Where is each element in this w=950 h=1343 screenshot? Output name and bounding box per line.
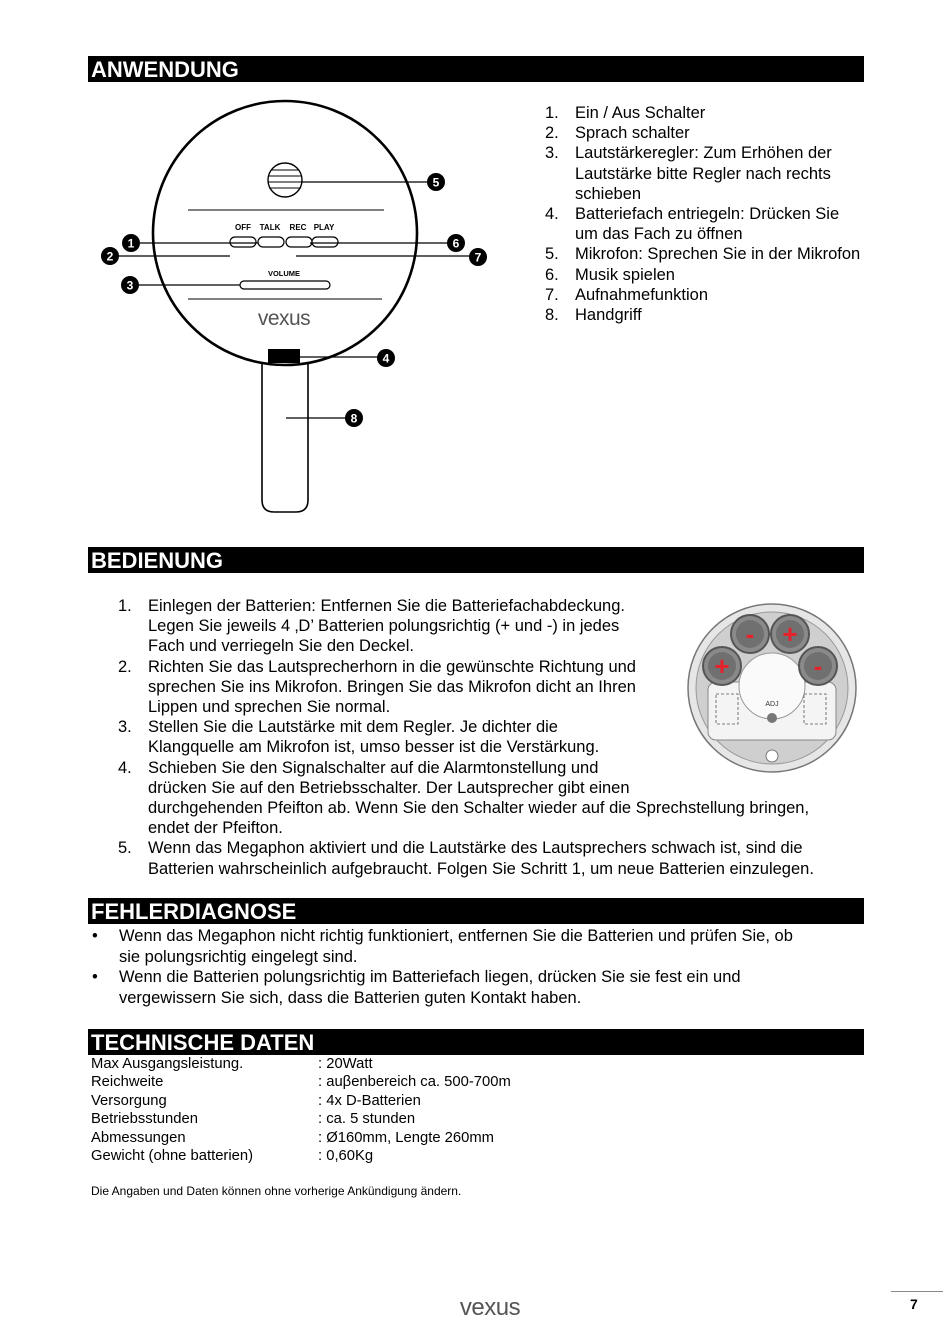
svg-text:vexus: vexus xyxy=(459,1294,521,1321)
svg-text:-: - xyxy=(745,619,755,649)
callout-6 xyxy=(447,234,465,252)
table-row: Betriebsstunden : ca. 5 stunden xyxy=(91,1111,416,1128)
label-off: OFF xyxy=(235,223,251,232)
list-item: 4. Batteriefach entriegeln: Drücken Sie um das Fach zu öffnen xyxy=(545,205,840,244)
list-item: • Wenn das Megaphon nicht richtig funktioniert, entfernen Sie die Batterien und prüfen Sie, ob sie polungsrichtig eingelegt sind. xyxy=(92,927,793,966)
svg-text:-: - xyxy=(813,651,823,681)
callout-7 xyxy=(469,248,487,266)
list-item: 5. Wenn das Megaphon aktiviert und die Lautstärke des Lautsprechers schwach ist, sind die Batterien wahrscheinlich aufgebraucht. Folgen Sie Schritt 1, um neue Batterien einzulegen. xyxy=(118,839,814,878)
svg-text:3: 3 xyxy=(126,278,134,293)
svg-text:+: + xyxy=(714,651,730,681)
section-header-fehlerdiagnose: FEHLERDIAGNOSE xyxy=(88,898,864,924)
page-number-rule xyxy=(891,1291,943,1292)
table-row: Versorgung : 4x D-Batterien xyxy=(91,1092,421,1109)
volume-slider xyxy=(240,281,330,289)
callout-5 xyxy=(427,173,445,191)
svg-text:6: 6 xyxy=(452,236,460,251)
svg-text:8: 8 xyxy=(350,411,358,426)
operating-steps xyxy=(118,596,814,879)
svg-text:5: 5 xyxy=(432,175,440,190)
callout-1 xyxy=(122,234,140,252)
specs-table xyxy=(91,1055,511,1165)
footer-logo xyxy=(440,1292,540,1322)
table-row: Gewicht (ohne batterien) : 0,60Kg xyxy=(91,1148,374,1165)
list-item: 7. Aufnahmefunktion xyxy=(545,285,709,304)
label-talk: TALK xyxy=(259,223,281,232)
button-play xyxy=(312,237,338,247)
battery-latch xyxy=(268,349,300,363)
label-rec: REC xyxy=(289,223,307,232)
button-rec xyxy=(286,237,312,247)
svg-text:4: 4 xyxy=(382,351,390,366)
list-item: 3. Stellen Sie die Lautstärke mit dem Regler. Je dichter die Klangquelle am Mikrofon ist, umso besser ist die Verstärkung. xyxy=(118,718,600,757)
button-talk xyxy=(258,237,284,247)
list-item: 5. Mikrofon: Sprechen Sie in der Mikrofon xyxy=(545,245,861,264)
table-row: Max Ausgangsleistung. : 20Watt xyxy=(91,1056,373,1072)
microphone-grille xyxy=(268,163,302,197)
callout-3 xyxy=(121,276,139,294)
section-header-bedienung: BEDIENUNG xyxy=(88,547,864,573)
button-off xyxy=(230,237,256,247)
label-play: PLAY xyxy=(313,223,335,232)
list-item: 1. Ein / Aus Schalter xyxy=(545,104,706,122)
handle-shape xyxy=(262,345,308,512)
label-volume: VOLUME xyxy=(267,269,301,278)
table-row: Abmessungen : Ø160mm, Lengte 260mm xyxy=(91,1129,495,1146)
list-item: 2. Richten Sie das Lautsprecherhorn in die gewünschte Richtung und sprechen Sie ins Mikrofon. Bringen Sie das Mikrofon dicht an Ihren Lippen und sprechen Sie normal. xyxy=(118,657,636,717)
list-item: 1. Einlegen der Batterien: Entfernen Sie die Batteriefachabdeckung. Legen Sie jeweils 4 ‚D’ Batterien polungsrichtig (+ und -) in jedes Fach und verriegeln Sie den Deckel. xyxy=(118,597,625,656)
callout-2 xyxy=(101,247,119,265)
troubleshooting-list xyxy=(90,926,850,1008)
svg-text:7: 7 xyxy=(474,250,482,265)
adj-label: ADJ xyxy=(765,701,779,708)
svg-text:2: 2 xyxy=(106,249,114,264)
list-item: 3. Lautstärkeregler: Zum Erhöhen der Lautstärke bitte Regler nach rechts schieben xyxy=(545,144,832,203)
feature-list xyxy=(545,103,865,325)
list-item: 6. Musik spielen xyxy=(545,265,675,284)
list-item: 8. Handgriff xyxy=(545,306,642,325)
vexus-logo: vexus xyxy=(257,307,311,330)
table-row: Reichweite : auβenbereich ca. 500-700m xyxy=(91,1074,511,1091)
page-number: 7 xyxy=(910,1296,918,1312)
svg-text:+: + xyxy=(782,619,798,649)
section-header-anwendung: ANWENDUNG xyxy=(88,56,864,82)
list-item: • Wenn die Batterien polungsrichtig im Batteriefach liegen, drücken Sie sie fest ein und vergewissern Sie sich, dass die Batterien guten Kontakt haben. xyxy=(92,968,741,1007)
list-item: 4. Schieben Sie den Signalschalter auf die Alarmtonstellung und drücken Sie auf den Betriebsschalter. Der Lautsprecher gibt einen durchgehenden Pfeifton ab. Wenn Sie den Schalter wieder auf die Sprechstellung bringen, endet der Pfeifton. xyxy=(118,758,810,838)
callout-4 xyxy=(377,349,395,367)
list-item: 2. Sprach schalter xyxy=(545,124,690,143)
disclaimer: Die Angaben und Daten können ohne vorherige Ankündigung ändern. xyxy=(91,1184,462,1198)
section-header-technische-daten: TECHNISCHE DATEN xyxy=(88,1029,864,1055)
callout-8 xyxy=(345,409,363,427)
svg-text:1: 1 xyxy=(127,236,135,251)
